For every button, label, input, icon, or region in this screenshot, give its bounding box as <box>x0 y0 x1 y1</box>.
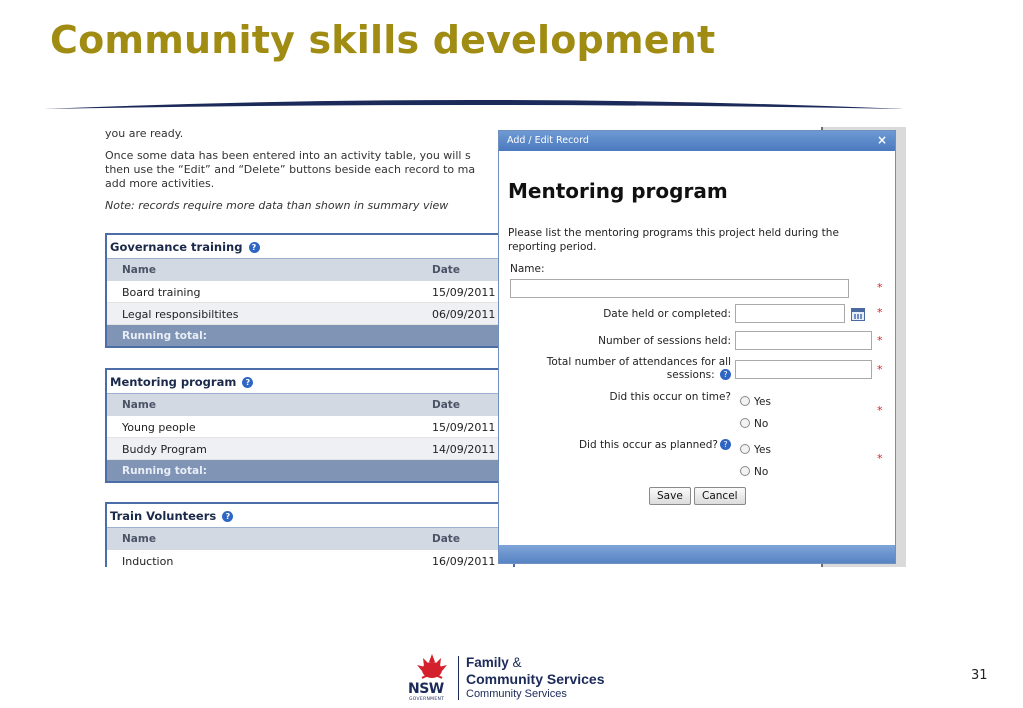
radio-icon <box>740 396 750 406</box>
calendar-icon[interactable] <box>851 308 865 321</box>
dialog-titlebar[interactable] <box>499 131 895 151</box>
help-icon[interactable]: ? <box>222 511 233 522</box>
logo-divider <box>458 656 459 700</box>
note-text: Note: records require more data than shown in summary view <box>105 199 449 212</box>
add-edit-record-dialog <box>498 130 896 564</box>
activity-train-volunteers <box>105 502 515 567</box>
required-mark: * <box>877 452 883 465</box>
instructions-line-1: Once some data has been entered into an activity table, you will s <box>105 149 471 162</box>
help-icon[interactable]: ? <box>720 439 731 450</box>
save-button[interactable]: Save <box>649 487 691 505</box>
column-header: Name Date <box>107 394 513 416</box>
activity-governance-training <box>105 233 515 348</box>
help-icon[interactable]: ? <box>249 242 260 253</box>
cancel-button[interactable]: Cancel <box>694 487 746 505</box>
logo-line-2: Community Services <box>466 671 605 687</box>
dialog-footer <box>499 545 895 563</box>
instructions-line-3: add more activities. <box>105 177 215 190</box>
instructions-line-2: then use the “Edit” and “Delete” buttons beside each record to ma <box>105 163 476 176</box>
sessions-input[interactable] <box>735 331 872 350</box>
column-header: Name Date <box>107 528 513 550</box>
sessions-label: Number of sessions held: <box>598 335 731 347</box>
table-row: Young people 15/09/2011 <box>107 416 513 438</box>
intro-text: you are ready. <box>105 127 184 140</box>
running-total-row: Running total: <box>107 325 513 346</box>
app-screenshot <box>93 127 906 567</box>
on-time-label: Did this occur on time? <box>609 391 731 403</box>
dialog-heading: Mentoring program <box>508 179 728 203</box>
as-planned-yes-radio[interactable]: Yes <box>740 444 771 456</box>
waratah-icon <box>414 652 450 680</box>
activity-header: Governance training ? <box>107 235 513 259</box>
close-icon[interactable]: × <box>876 133 887 147</box>
page-number: 31 <box>971 668 988 683</box>
table-row: Board training 15/09/2011 <box>107 281 513 303</box>
help-icon[interactable]: ? <box>720 369 731 380</box>
nsw-wordmark: NSW <box>408 681 444 697</box>
radio-icon <box>740 466 750 476</box>
required-mark: * <box>877 363 883 376</box>
attendances-label: Total number of attendances for all sessions: ? <box>546 356 731 381</box>
date-label: Date held or completed: <box>603 308 731 320</box>
help-icon[interactable]: ? <box>242 377 253 388</box>
dialog-description: Please list the mentoring programs this project held during the reporting period. <box>508 227 839 253</box>
logo-line-1: Family & <box>466 655 522 670</box>
as-planned-label: Did this occur as planned? ? <box>519 439 731 452</box>
activity-header: Train Volunteers ? <box>107 504 513 528</box>
attendances-input[interactable] <box>735 360 872 379</box>
slide-title: Community skills development <box>50 18 716 62</box>
activity-mentoring-program <box>105 368 515 483</box>
name-input[interactable] <box>510 279 849 298</box>
date-input[interactable] <box>735 304 845 323</box>
table-row: Legal responsibiltites 06/09/2011 <box>107 303 513 325</box>
activity-header: Mentoring program ? <box>107 370 513 394</box>
running-total-row: Running total: <box>107 460 513 481</box>
radio-icon <box>740 444 750 454</box>
required-mark: * <box>877 306 883 319</box>
column-header: Name Date <box>107 259 513 281</box>
nsw-family-community-services-logo <box>408 652 638 704</box>
government-wordmark: GOVERNMENT <box>409 697 445 702</box>
title-divider <box>44 97 904 113</box>
on-time-no-radio[interactable]: No <box>740 418 768 430</box>
radio-icon <box>740 418 750 428</box>
required-mark: * <box>877 334 883 347</box>
as-planned-no-radio[interactable]: No <box>740 466 768 478</box>
logo-line-3: Community Services <box>466 688 567 700</box>
required-mark: * <box>877 281 883 294</box>
table-row: Buddy Program 14/09/2011 <box>107 438 513 460</box>
on-time-yes-radio[interactable]: Yes <box>740 396 771 408</box>
table-row: Induction 16/09/2011 <box>107 550 513 567</box>
name-label: Name: <box>510 263 545 275</box>
dialog-title: Add / Edit Record <box>507 135 589 146</box>
required-mark: * <box>877 404 883 417</box>
